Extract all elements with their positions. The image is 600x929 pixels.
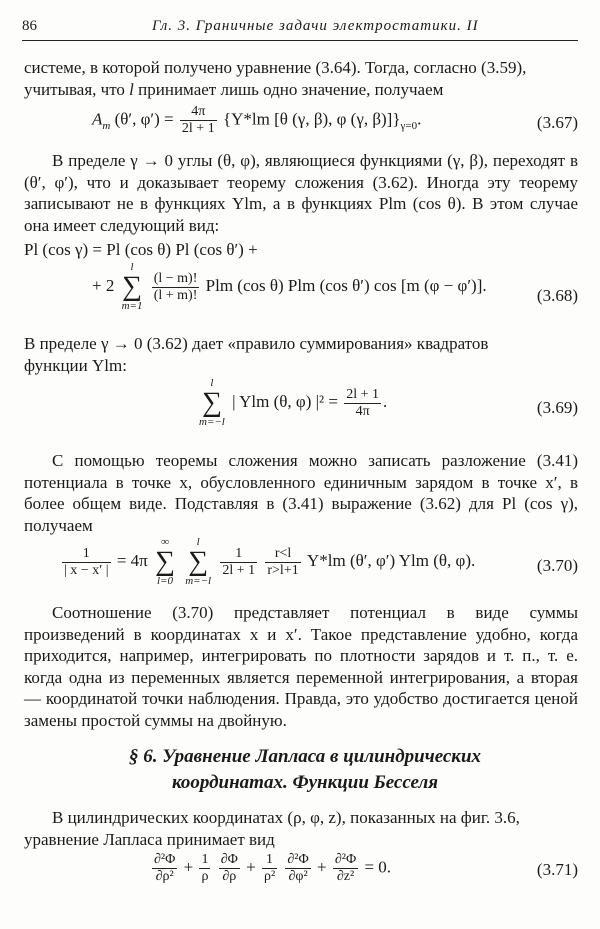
equation-number-3-69: (3.69) <box>536 398 578 417</box>
page-number: 86 <box>22 18 37 34</box>
sum-symbol: ∞ ∑ l=0 <box>155 536 175 587</box>
paragraph-5: Соотношение (3.70) представляет потенциал в виде суммы произведений в координатах x и x′. Такое представление удобно, когда приходится, например, интегрировать по плотности зарядов и т. п., т. е. когда одна из переменных является переменной интегрирования, а вторая — координатой точки наблюдения. Правда, это удобство достигается ценой замены простой суммы на двойную. <box>24 603 578 730</box>
fraction: $\frac{1}{2l + 1}$ <box>222 545 256 578</box>
fraction: $\frac{2l + 1}{4\pi}$ <box>346 386 380 419</box>
paragraph-2: В пределе γ → 0 углы (θ, φ), являющиеся функциями (γ, β), переходят в (θ′, φ′), что и доказывает теорему сложения (3.62). Иногда эту теорему записывают не в функциях Ylm, а в функциях Plm (cos θ). В этом случае она имеет следующий вид: <box>24 151 578 235</box>
equation-number-3-70: (3.70) <box>536 556 578 575</box>
fraction: $\frac{4\pi}{2l + 1}$ <box>181 104 215 136</box>
section-heading-line-2: координатах. Функции Бесселя <box>171 772 439 793</box>
sum-symbol: l ∑ m=1 <box>121 261 143 312</box>
running-title: Гл. 3. Граничные задачи электростатики. II <box>152 18 479 34</box>
equation-3-68-line-1: Pl (cos γ) = Pl (cos θ) Pl (cos θ′) + <box>24 240 258 259</box>
equation-3-71: $\frac{\text{∂²Φ}}{\text{∂ρ²}}$ + $\frac{1}{\rho}$ $\frac{\partial\Phi}{\partial\rho}$ + $\frac{1}{\text{ρ²}}$ $\frac{\text{∂²Φ}}{\text{∂φ²}}$ + $\frac{\text{∂²Φ}}{\text{∂z²}}$ = 0. <box>154 852 392 884</box>
equation-3-68-line-2: + 2 l ∑ m=1 $\frac{(l - m)!}{(l + m)!}$ Plm (cos θ) Plm (cos θ′) cos [m (φ − φ′)]. <box>92 261 487 312</box>
fraction: $\frac{1}{| x - x' |}$ <box>64 545 109 578</box>
fraction: $\frac{\text{∂²Φ}}{\text{∂φ²}}$ <box>287 852 309 884</box>
paragraph-3-line-2: функции Ylm: <box>24 356 127 375</box>
equation-number-3-71: (3.71) <box>536 860 578 879</box>
section-heading-line-1: § 6. Уравнение Лапласа в цилиндрических <box>128 746 482 767</box>
fraction: $\frac{\partial\Phi}{\partial\rho}$ <box>220 852 238 884</box>
sum-symbol: l ∑ m=−l <box>199 377 225 428</box>
paragraph-1-line-2: учитывая, что l принимает лишь одно значение, получаем <box>24 80 444 99</box>
fraction: $\frac{r<l}{r>l+1}$ <box>267 545 299 578</box>
equation-3-69: l ∑ m=−l | Ylm (θ, φ) |² = $\frac{2l + 1}{4\pi}$ . <box>199 377 388 428</box>
fraction: $\frac{(l - m)!}{(l + m)!}$ <box>153 270 198 303</box>
paragraph-1-line-1: системе, в которой получено уравнение (3.64). Тогда, согласно (3.59), <box>24 58 527 77</box>
paragraph-6-line-1: В цилиндрических координатах (ρ, φ, z), показанных на фиг. 3.6, <box>52 808 520 827</box>
equation-number-3-67: (3.67) <box>536 113 578 132</box>
paragraph-3-line-1: В пределе γ → 0 (3.62) дает «правило суммирования» квадратов <box>24 334 489 353</box>
equation-number-3-68: (3.68) <box>536 286 578 305</box>
sum-symbol: l ∑ m=−l <box>185 536 212 587</box>
fraction: $\frac{1}{\text{ρ²}}$ <box>263 852 276 884</box>
fraction: $\frac{\text{∂²Φ}}{\text{∂ρ²}}$ <box>154 852 176 884</box>
page-header <box>22 16 578 41</box>
fraction: $\frac{1}{\rho}$ <box>201 852 209 884</box>
equation-3-70: $\frac{1}{| x - x' |}$ = 4π ∞ ∑ l=0 l ∑ m=−l $\frac{1}{2l + 1}$ $\frac{r<l}{r>l+1}$ Y*lm (θ′, φ′) Ylm (θ, φ). <box>64 536 476 587</box>
fraction: $\frac{\text{∂²Φ}}{\text{∂z²}}$ <box>334 852 357 884</box>
paragraph-6-line-2: уравнение Лапласа принимает вид <box>24 830 275 849</box>
equation-3-67: $A_m$ (θ′, φ′) = $\frac{4\pi}{2l + 1}$ {Y*lm [θ (γ, β), φ (γ, $\beta)]\}_{\gamma=0}$. <box>92 104 422 136</box>
paragraph-4: С помощью теоремы сложения можно записать разложение (3.41) потенциала в точке x, обусловленного единичным зарядом в точке x′, в более общем виде. Подставляя в (3.41) выражение (3.62) для Pl (cos γ), получаем <box>24 451 578 535</box>
